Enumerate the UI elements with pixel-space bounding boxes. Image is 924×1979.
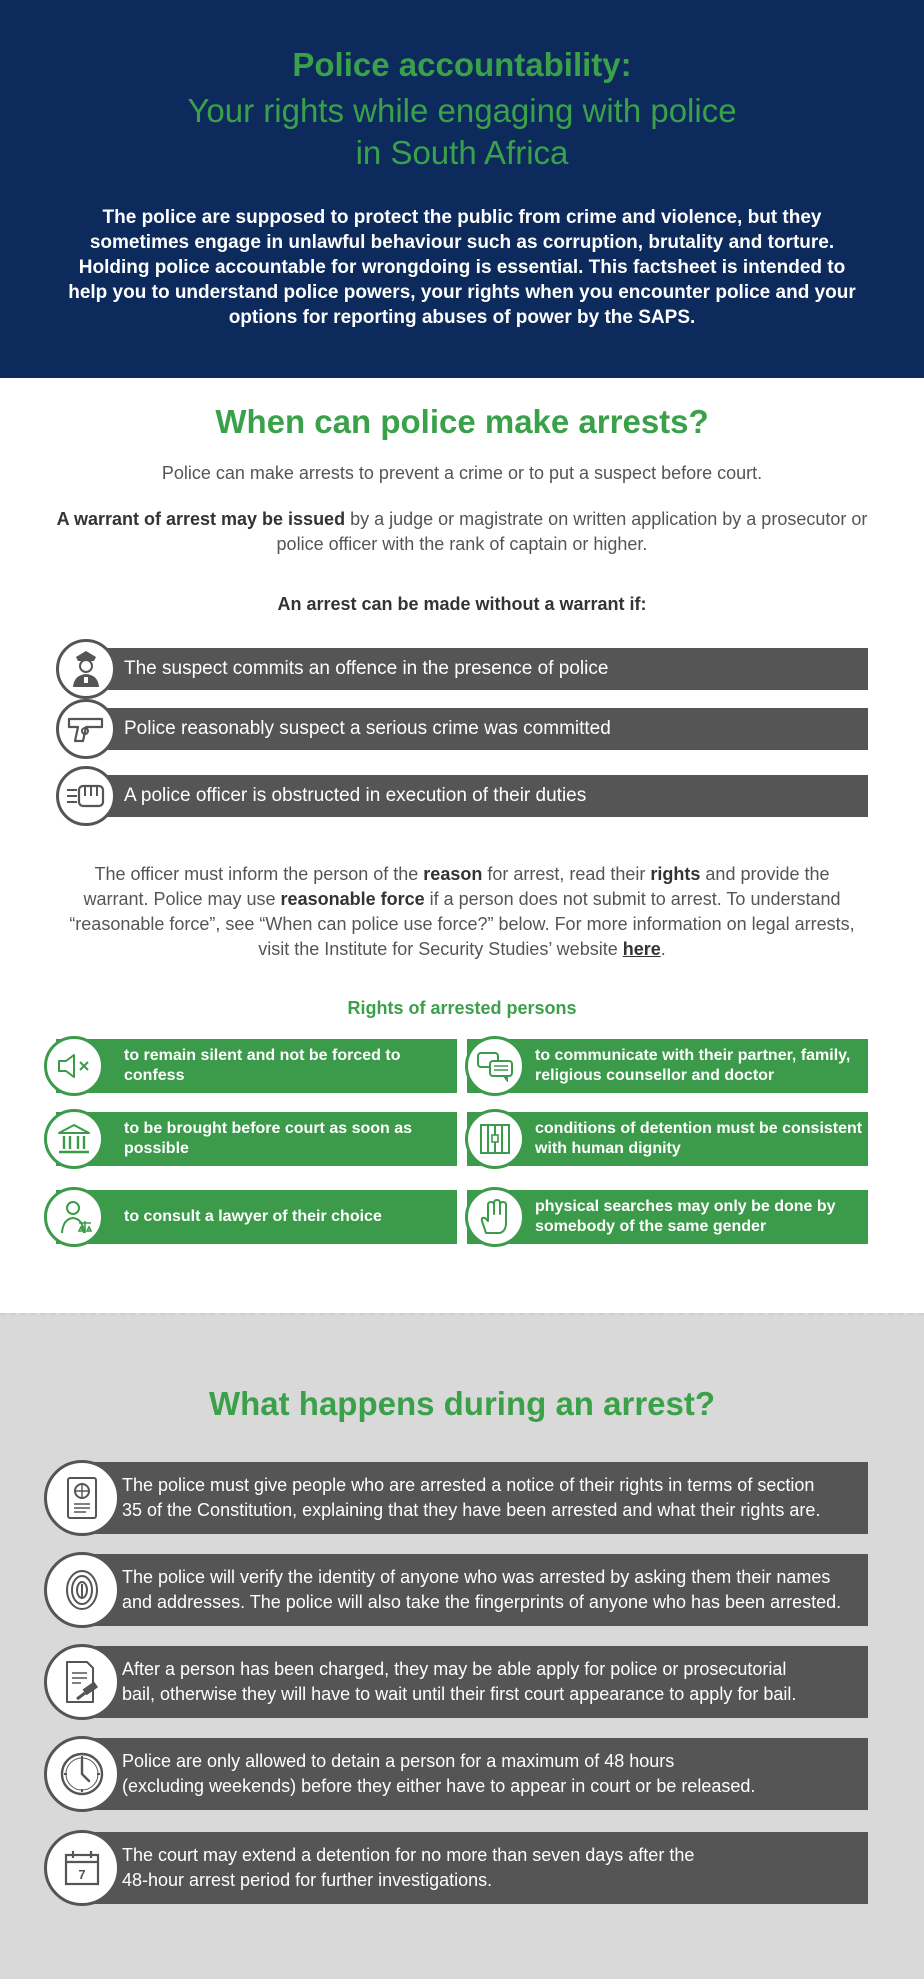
page-subtitle bbox=[0, 90, 924, 174]
info-line-2: (excluding weekends) before they either have to appear in court or be released. bbox=[122, 1776, 756, 1796]
intro-paragraph: The police are supposed to protect the public from crime and violence, but they sometimes engage in unlawful behaviour such as corruption, brutality and torture. Holding police accountable for wrongdoing is essential. This factsheet is intended to help you to understand police powers, your rights when you encounter police and your options for reporting abuses of power by the SAPS. bbox=[68, 207, 856, 328]
gun-icon bbox=[56, 699, 116, 759]
info-text bbox=[122, 1749, 867, 1799]
right-item: to consult a lawyer of their choice bbox=[56, 1190, 457, 1244]
right-item: physical searches may only be done by somebody of the same gender bbox=[467, 1190, 868, 1244]
right-item: to communicate with their partner, family, religious counsellor and doctor bbox=[467, 1039, 868, 1093]
chat-bubbles-icon bbox=[465, 1036, 525, 1096]
speaker-mute-icon bbox=[44, 1036, 104, 1096]
p3-text-i: . bbox=[660, 939, 666, 959]
fist-icon bbox=[56, 766, 116, 826]
without-warrant-subheading: An arrest can be made without a warrant if: bbox=[277, 594, 647, 614]
warrant-rest-text: by a judge or magistrate on written application by a prosecutor or police officer with the rank of captain or higher. bbox=[276, 509, 868, 554]
condition-text: Police reasonably suspect a serious crime was committed bbox=[124, 718, 611, 739]
right-item: conditions of detention must be consistent with human dignity bbox=[467, 1112, 868, 1166]
calendar-number: 7 bbox=[78, 1867, 86, 1882]
info-text bbox=[122, 1657, 867, 1707]
p3-text-a: The officer must inform the person of the bbox=[94, 864, 424, 884]
document-gavel-icon bbox=[44, 1644, 120, 1720]
page-title: Police accountability: bbox=[292, 46, 632, 83]
p3-text-g: if a person does not submit to arrest. To understand “reasonable force”, see “When can police use force?” below. For more information on legal arrests, visit the Institute for Security Studies’ website bbox=[69, 889, 855, 959]
fingerprint-icon bbox=[44, 1552, 120, 1628]
right-item: to remain silent and not be forced to confess bbox=[56, 1039, 457, 1093]
info-line-1: The court may extend a detention for no more than seven days after the bbox=[122, 1845, 695, 1865]
info-line-1: The police will verify the identity of anyone who was arrested by asking them their names bbox=[122, 1567, 831, 1587]
hand-icon bbox=[465, 1187, 525, 1247]
iss-website-link[interactable]: here bbox=[622, 939, 661, 959]
during-arrest-heading: What happens during an arrest? bbox=[208, 1385, 716, 1422]
p3-bold-rights: rights bbox=[650, 864, 701, 884]
lawyer-scales-icon bbox=[44, 1187, 104, 1247]
section-divider bbox=[0, 1313, 924, 1315]
info-text bbox=[122, 1843, 867, 1893]
info-line-2: bail, otherwise they will have to wait until their first court appearance to apply for bail. bbox=[122, 1684, 797, 1704]
p3-text-c: for arrest, read their bbox=[482, 864, 651, 884]
info-line-1: The police must give people who are arrested a notice of their rights in terms of section bbox=[122, 1475, 815, 1495]
arrests-paragraph-1: Police can make arrests to prevent a crime or to put a suspect before court. bbox=[161, 463, 763, 483]
info-line-1: Police are only allowed to detain a person for a maximum of 48 hours bbox=[122, 1751, 675, 1771]
courthouse-icon bbox=[44, 1109, 104, 1169]
p3-bold-reason: reason bbox=[423, 864, 483, 884]
jail-cell-icon bbox=[465, 1109, 525, 1169]
clock-icon bbox=[44, 1736, 120, 1812]
arrests-paragraph-2 bbox=[50, 507, 874, 557]
info-text bbox=[122, 1565, 867, 1615]
info-line-2: 35 of the Constitution, explaining that they have been arrested and what their rights are. bbox=[122, 1500, 821, 1520]
calendar-icon bbox=[44, 1830, 120, 1906]
info-text bbox=[122, 1473, 867, 1523]
info-line-2: 48-hour arrest period for further investigations. bbox=[122, 1870, 493, 1890]
info-line-1: After a person has been charged, they may be able apply for police or prosecutorial bbox=[122, 1659, 787, 1679]
document-globe-icon bbox=[44, 1460, 120, 1536]
rights-heading: Rights of arrested persons bbox=[347, 998, 577, 1018]
right-item: to be brought before court as soon as possible bbox=[56, 1112, 457, 1166]
police-officer-icon bbox=[56, 639, 116, 699]
arrests-heading: When can police make arrests? bbox=[215, 403, 709, 440]
subtitle-line-2: in South Africa bbox=[355, 134, 569, 171]
condition-text: A police officer is obstructed in execution of their duties bbox=[124, 785, 587, 806]
p3-text-e: and provide the warrant. Police may use bbox=[83, 864, 830, 909]
warrant-bold-text: A warrant of arrest may be issued bbox=[56, 509, 346, 529]
subtitle-line-1: Your rights while engaging with police bbox=[187, 92, 737, 129]
p3-bold-force: reasonable force bbox=[280, 889, 425, 909]
arrests-paragraph-3 bbox=[60, 862, 864, 962]
info-line-2: and addresses. The police will also take the fingerprints of anyone who has been arrested. bbox=[122, 1592, 842, 1612]
condition-text: The suspect commits an offence in the presence of police bbox=[124, 658, 609, 679]
